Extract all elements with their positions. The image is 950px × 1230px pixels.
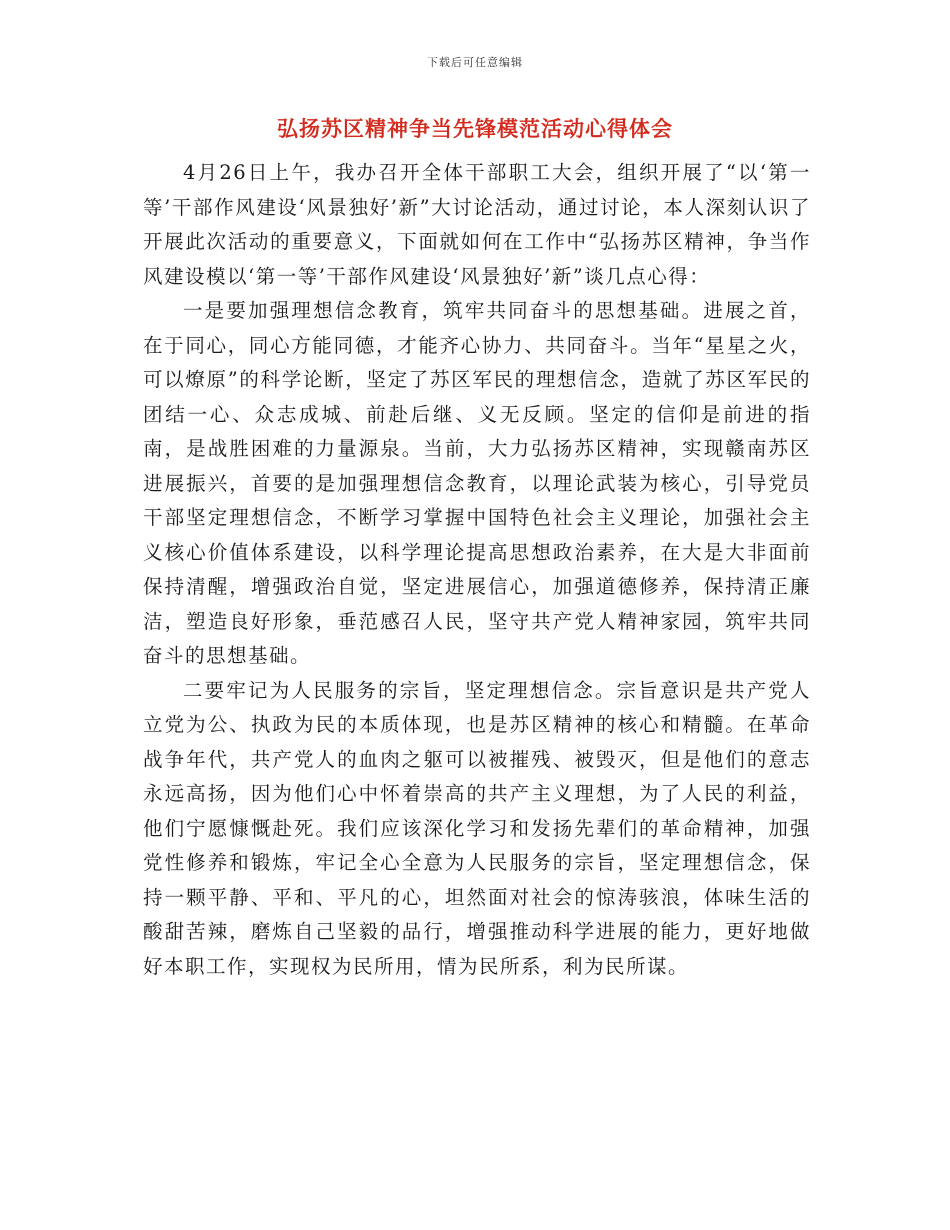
document-body	[143, 156, 811, 984]
header-note: 下载后可任意编辑	[427, 56, 523, 69]
paragraph-point-one: 一是要加强理想信念教育，筑牢共同奋斗的思想基础。进展之首，在于同心，同心方能同德，才能齐心协力、共同奋斗。当年“星星之火，可以燎原”的科学论断，坚定了苏区军民的理想信念，造就了苏区军民的团结一心、众志成城、前赴后继、义无反顾。坚定的信仰是前进的指南，是战胜困难的力量源泉。当前，大力弘扬苏区精神，实现赣南苏区进展振兴，首要的是加强理想信念教育，以理论武装为核心，引导党员干部坚定理想信念，不断学习掌握中国特色社会主义理论，加强社会主义核心价值体系建设，以科学理论提高思想政治素养，在大是大非面前保持清醒，增强政治自觉，坚定进展信心，加强道德修养，保持清正廉洁，塑造良好形象，垂范感召人民，坚守共产党人精神家园，筑牢共同奋斗的思想基础。	[143, 299, 811, 667]
paragraph-point-two: 二要牢记为人民服务的宗旨，坚定理想信念。宗旨意识是共产党人立党为公、执政为民的本质体现，也是苏区精神的核心和精髓。在革命战争年代，共产党人的血肉之躯可以被摧残、被毁灭，但是他们的意志永远高扬，因为他们心中怀着崇高的共产主义理想，为了人民的利益，他们宁愿慷慨赴死。我们应该深化学习和发扬先辈们的革命精神，加强党性修养和锻炼，牢记全心全意为人民服务的宗旨，坚定理想信念，保持一颗平静、平和、平凡的心，坦然面对社会的惊涛骇浪，体味生活的酸甜苦辣，磨炼自己坚毅的品行，增强推动科学进展的能力，更好地做好本职工作，实现权为民所用，情为民所系，利为民所谋。	[143, 678, 811, 978]
paragraph-intro: 4月26日上午，我办召开全体干部职工大会，组织开展了“以‘第一等’干部作风建设‘风景独好’新”大讨论活动，通过讨论，本人深刻认识了开展此次活动的重要意义，下面就如何在工作中“弘扬苏区精神，争当作风建设模以‘第一等’干部作风建设‘风景独好’新”谈几点心得：	[143, 161, 811, 288]
document-title: 弘扬苏区精神争当先锋模范活动心得体会	[277, 116, 673, 141]
